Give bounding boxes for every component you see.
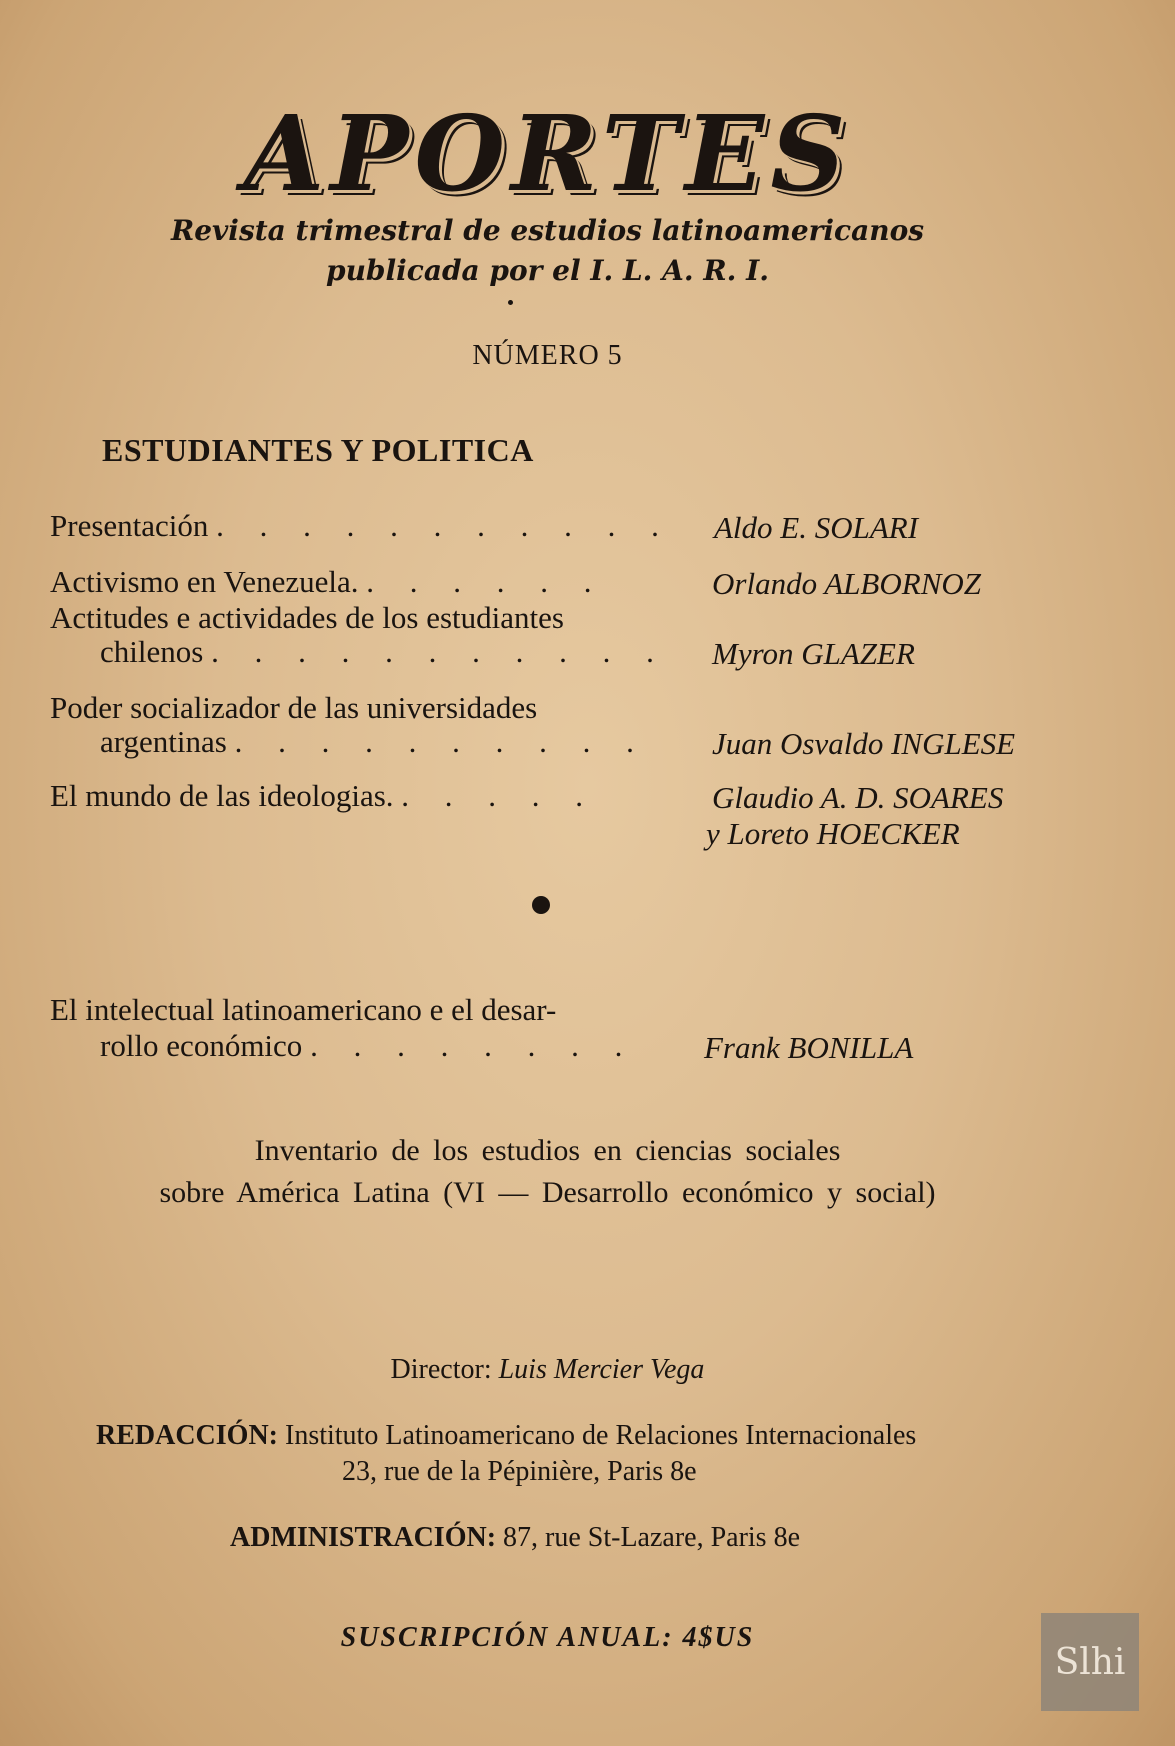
journal-subtitle-line1: Revista trimestral de estudios latinoamericanos [170,214,925,247]
toc-title-text: chilenos [100,634,204,669]
toc-title-text: rollo económico [100,1028,303,1063]
toc-title-text: Activismo en Venezuela. [50,564,359,599]
director-label: Director: [390,1354,492,1385]
separator-dot-small [508,300,513,305]
director-name: Luis Mercier Vega [498,1354,705,1385]
administracion-line [230,1522,800,1554]
toc-title-text: El mundo de las ideologias. [50,778,394,813]
toc-title-text: Presentación [50,508,209,543]
toc-entry-title-line1: El intelectual latinoamericano e el desar- [50,992,557,1027]
leader-dots: . . . . . . . . . . . [211,634,668,669]
toc-entry-author: Frank BONILLA [704,1030,914,1065]
toc-entry-title-line1: Actitudes e actividades de los estudiantes [50,600,564,635]
toc-entry-author: Juan Osvaldo INGLESE [712,726,1016,761]
director-line [0,1354,1095,1386]
library-logo-text: Slhi [1054,1641,1126,1683]
journal-title: APORTES [243,92,852,215]
issue-number: NÚMERO 5 [472,340,623,371]
library-logo [1041,1613,1139,1711]
toc-title-text: argentinas [100,724,227,759]
redaccion-address: 23, rue de la Pépinière, Paris 8e [342,1456,697,1487]
toc-entry-title [50,564,605,600]
toc-entry-title-line2 [100,634,668,670]
redaccion-label: REDACCIÓN: [96,1420,278,1451]
administracion-address: 87, rue St-Lazare, Paris 8e [503,1522,801,1553]
toc-entry-author-line2: y Loreto HOECKER [706,816,960,851]
redaccion-institution: Instituto Latinoamericano de Relaciones Internacionales [285,1420,917,1451]
inventory-line1: Inventario de los estudios en ciencias sociales [254,1134,841,1167]
leader-dots: . . . . . . [366,564,606,599]
inventory-line2: sobre América Latina (VI — Desarrollo económico y social) [159,1176,936,1209]
leader-dots: . . . . . . . . [310,1028,637,1063]
toc-entry-title-line1: Poder socializador de las universidades [50,690,538,725]
section-title: ESTUDIANTES Y POLITICA [102,432,534,468]
leader-dots: . . . . . . . . . . [234,724,648,759]
subscription-price: SUSCRIPCIÓN ANUAL: 4$US [340,1622,755,1653]
leader-dots: . . . . . . . . . . . [216,508,673,543]
toc-entry-title-line2 [100,724,648,760]
administracion-label: ADMINISTRACIÓN: [230,1522,497,1553]
toc-entry-title [50,508,673,544]
separator-dot [532,896,550,914]
toc-entry-author-line1: Glaudio A. D. SOARES [712,780,1004,815]
leader-dots: . . . . . [401,778,598,813]
redaccion-line1 [96,1420,916,1452]
journal-subtitle-line2: publicada por el I. L. A. R. I. [325,254,769,287]
toc-entry-author: Aldo E. SOLARI [714,510,919,545]
toc-entry-title-line2 [100,1028,636,1064]
toc-entry-title [50,778,597,814]
toc-entry-author: Orlando ALBORNOZ [712,566,981,601]
toc-entry-author: Myron GLAZER [712,636,915,671]
